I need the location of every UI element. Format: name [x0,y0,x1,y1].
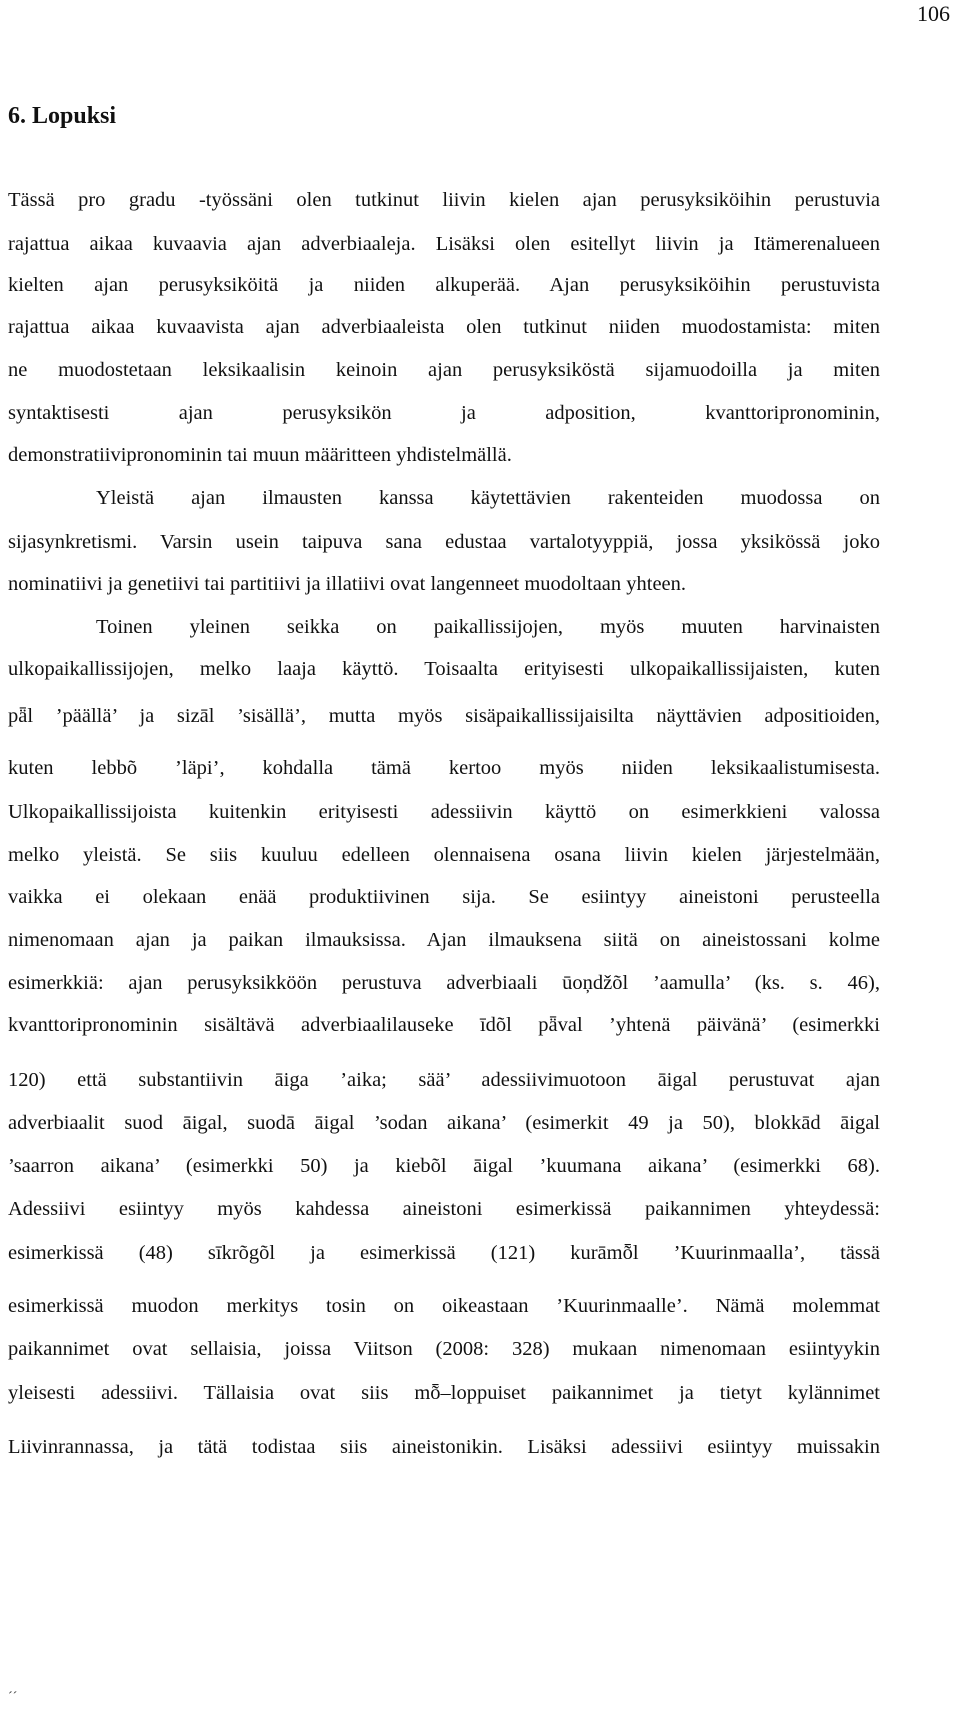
text-line [8,703,880,729]
page-number: 106 [917,1,950,26]
liivi-word: pǟl ’päällä’ ja sizāl ’sisällä’, mutta myös sisäpaikallissijaisilta näyttävien adpositioiden, [8,705,880,727]
text-line: yleisesti adessiivi. Tällaisia ovat siis mȭ–loppuiset paikannimet ja tietyt kylännimet [8,1382,880,1404]
text-line: esimerkkiä: ajan perusyksikköön perustuva adverbiaali ūoņdžõl ’aamulla’ (ks. s. 46), [8,972,880,994]
footer-mark: ´´ [8,1690,18,1705]
text-line: 120) että substantiivin āiga ’aika; sää’ adessiivimuotoon āigal perustuvat ajan [8,1069,880,1091]
text-line: paikannimet ovat sellaisia, joissa Viitson (2008: 328) mukaan nimenomaan esiintyykin [8,1338,880,1360]
text-line: ’saarron aikana’ (esimerkki 50) ja kiebõl āigal ’kuumana aikana’ (esimerkki 68). [8,1155,880,1177]
text-line: kvanttoripronominin sisältävä adverbiaalilauseke īdõl pǟval ’yhtenä päivänä’ (esimerkki [8,1014,880,1036]
text-line: sijasynkretismi. Varsin usein taipuva sana edustaa vartalotyyppiä, jossa yksikössä joko [8,531,880,553]
text-line: Yleistä ajan ilmausten kanssa käytettävien rakenteiden muodossa on [96,487,880,509]
text-line: kuten lebbõ ’läpi’, kohdalla tämä kertoo myös niiden leksikaalistumisesta. [8,757,880,779]
text-line: nominatiivi ja genetiivi tai partitiivi ja illatiivi ovat langenneet muodoltaan yhteen. [8,573,687,595]
text-line: Ulkopaikallissijoista kuitenkin erityisesti adessiivin käyttö on esimerkkieni valossa [8,801,880,823]
text-line: adverbiaalit suod āigal, suodā āigal ’sodan aikana’ (esimerkit 49 ja 50), blokkād āigal [8,1112,880,1134]
text-line: ne muodostetaan leksikaalisin keinoin ajan perusyksiköstä sijamuodoilla ja miten [8,359,880,381]
text-line: Liivinrannassa, ja tätä todistaa siis aineistonikin. Lisäksi adessiivi esiintyy muissakin [8,1436,880,1458]
text-line: nimenomaan ajan ja paikan ilmauksissa. Ajan ilmauksena siitä on aineistossani kolme [8,929,880,951]
text-line: Adessiivi esiintyy myös kahdessa aineistoni esimerkissä paikannimen yhteydessä: [8,1198,880,1220]
text-line: esimerkissä (48) sīkrõgõl ja esimerkissä (121) kurāmȭl ’Kuurinmaalla’, tässä [8,1242,880,1264]
text-line: vaikka ei olekaan enää produktiivinen sija. Se esiintyy aineistoni perusteella [8,886,880,908]
text-line: demonstratiivipronominin tai muun määritteen yhdistelmällä. [8,444,512,466]
text-line: ulkopaikallissijojen, melko laaja käyttö. Toisaalta erityisesti ulkopaikallissijaisten, kuten [8,658,880,680]
text-line: kielten ajan perusyksiköitä ja niiden alkuperää. Ajan perusyksiköihin perustuvista [8,274,880,296]
text-line: Toinen yleinen seikka on paikallissijojen, myös muuten harvinaisten [96,616,880,638]
text-line: syntaktisesti ajan perusyksikön ja adposition, kvanttoripronominin, [8,402,880,424]
text-line: rajattua aikaa kuvaavista ajan adverbiaaleista olen tutkinut niiden muodostamista: miten [8,316,880,338]
section-heading: 6. Lopuksi [8,103,117,129]
text-line: Tässä pro gradu -työssäni olen tutkinut liivin kielen ajan perusyksiköihin perustuvia [8,189,880,211]
text-line: rajattua aikaa kuvaavia ajan adverbiaaleja. Lisäksi olen esitellyt liivin ja Itämerenalueen [8,233,880,255]
text-line: esimerkissä muodon merkitys tosin on oikeastaan ’Kuurinmaalle’. Nämä molemmat [8,1295,880,1317]
text-line: melko yleistä. Se siis kuuluu edelleen olennaisena osana liivin kielen järjestelmään, [8,844,880,866]
